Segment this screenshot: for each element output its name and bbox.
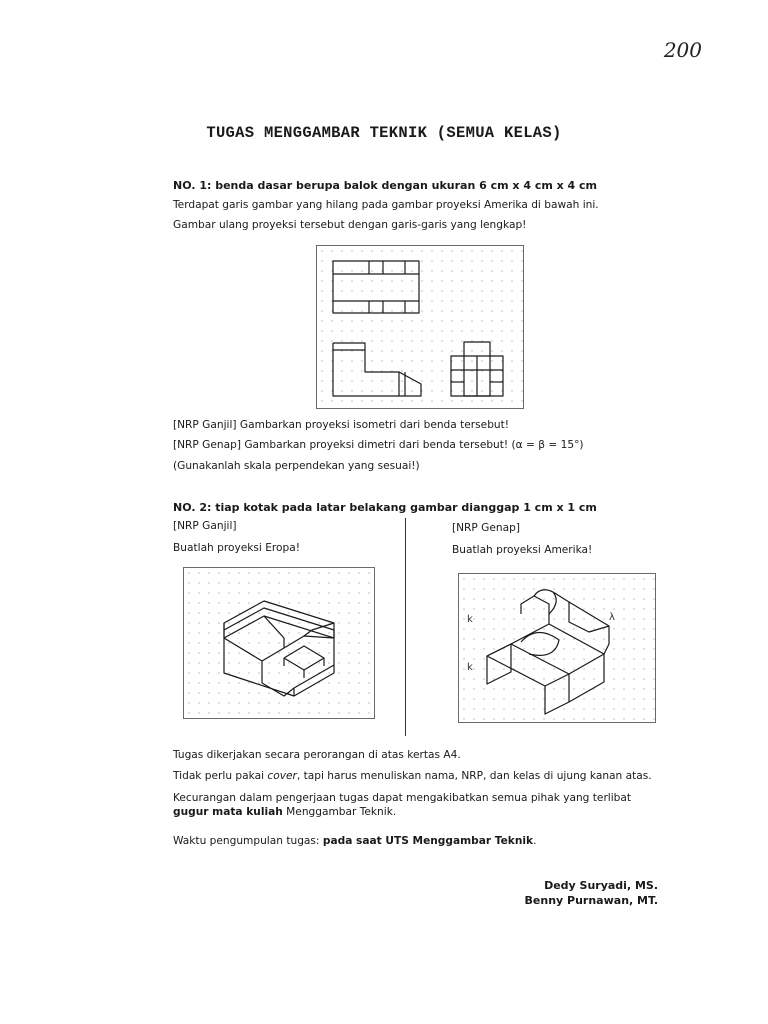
signature-block bbox=[525, 878, 658, 908]
footer-line2-a: Tidak perlu pakai bbox=[173, 770, 268, 782]
footer-line5-a: Waktu pengumpulan tugas: bbox=[173, 835, 323, 847]
footer-line1: Tugas dikerjakan secara perorangan di atas kertas A4. bbox=[173, 749, 461, 761]
svg-text:λ: λ bbox=[609, 612, 615, 623]
svg-text:k: k bbox=[467, 614, 473, 625]
figure-1-orthographic bbox=[316, 245, 524, 409]
no1-line2: Gambar ulang proyeksi tersebut dengan garis-garis yang lengkap! bbox=[173, 219, 527, 231]
no1-heading: NO. 1: benda dasar berupa balok dengan ukuran 6 cm x 4 cm x 4 cm bbox=[173, 179, 598, 192]
footer-line4-rest: Menggambar Teknik. bbox=[282, 806, 397, 818]
column-divider bbox=[405, 518, 406, 736]
figure-2-left-drawing bbox=[184, 568, 374, 718]
no2-heading: NO. 2: tiap kotak pada latar belakang gambar dianggap 1 cm x 1 cm bbox=[173, 501, 597, 514]
footer-line3: Kecurangan dalam pengerjaan tugas dapat mengakibatkan semua pihak yang terlibat bbox=[173, 792, 632, 804]
handwritten-page-number: 200 bbox=[663, 38, 702, 62]
no2-left-task: Buatlah proyeksi Eropa! bbox=[173, 542, 300, 554]
footer-line5 bbox=[173, 834, 536, 848]
page-title: TUGAS MENGGAMBAR TEKNIK (SEMUA KELAS) bbox=[206, 124, 562, 142]
signature-name-1: Dedy Suryadi, MS. bbox=[544, 879, 658, 892]
no1-note: (Gunakanlah skala perpendekan yang sesuai!) bbox=[173, 460, 420, 472]
no2-right-task: Buatlah proyeksi Amerika! bbox=[452, 544, 593, 556]
footer-line2-b: , tapi harus menuliskan nama, NRP, dan kelas di ujung kanan atas. bbox=[296, 770, 652, 782]
no2-left-label: [NRP Ganjil] bbox=[173, 520, 237, 532]
footer-line5-end: . bbox=[533, 835, 537, 847]
figure-2-right-isometric bbox=[458, 573, 656, 723]
no2-right-label: [NRP Genap] bbox=[452, 522, 520, 534]
svg-text:k: k bbox=[467, 662, 473, 673]
figure-1-drawing bbox=[317, 246, 523, 408]
signature-name-2: Benny Purnawan, MT. bbox=[524, 894, 658, 907]
no1-genap: [NRP Genap] Gambarkan proyeksi dimetri dari benda tersebut! (α = β = 15°) bbox=[173, 439, 584, 451]
footer-line4-bold: gugur mata kuliah bbox=[173, 806, 283, 818]
footer-line4 bbox=[173, 805, 396, 819]
no1-line1: Terdapat garis gambar yang hilang pada gambar proyeksi Amerika di bawah ini. bbox=[173, 199, 599, 211]
no1-ganjil: [NRP Ganjil] Gambarkan proyeksi isometri dari benda tersebut! bbox=[173, 419, 510, 431]
footer-line5-bold: pada saat UTS Menggambar Teknik bbox=[322, 835, 534, 847]
figure-2-right-drawing bbox=[459, 574, 655, 722]
footer-line2-cover: cover bbox=[267, 770, 297, 782]
footer-line2 bbox=[173, 769, 652, 783]
figure-2-left-isometric bbox=[183, 567, 375, 719]
